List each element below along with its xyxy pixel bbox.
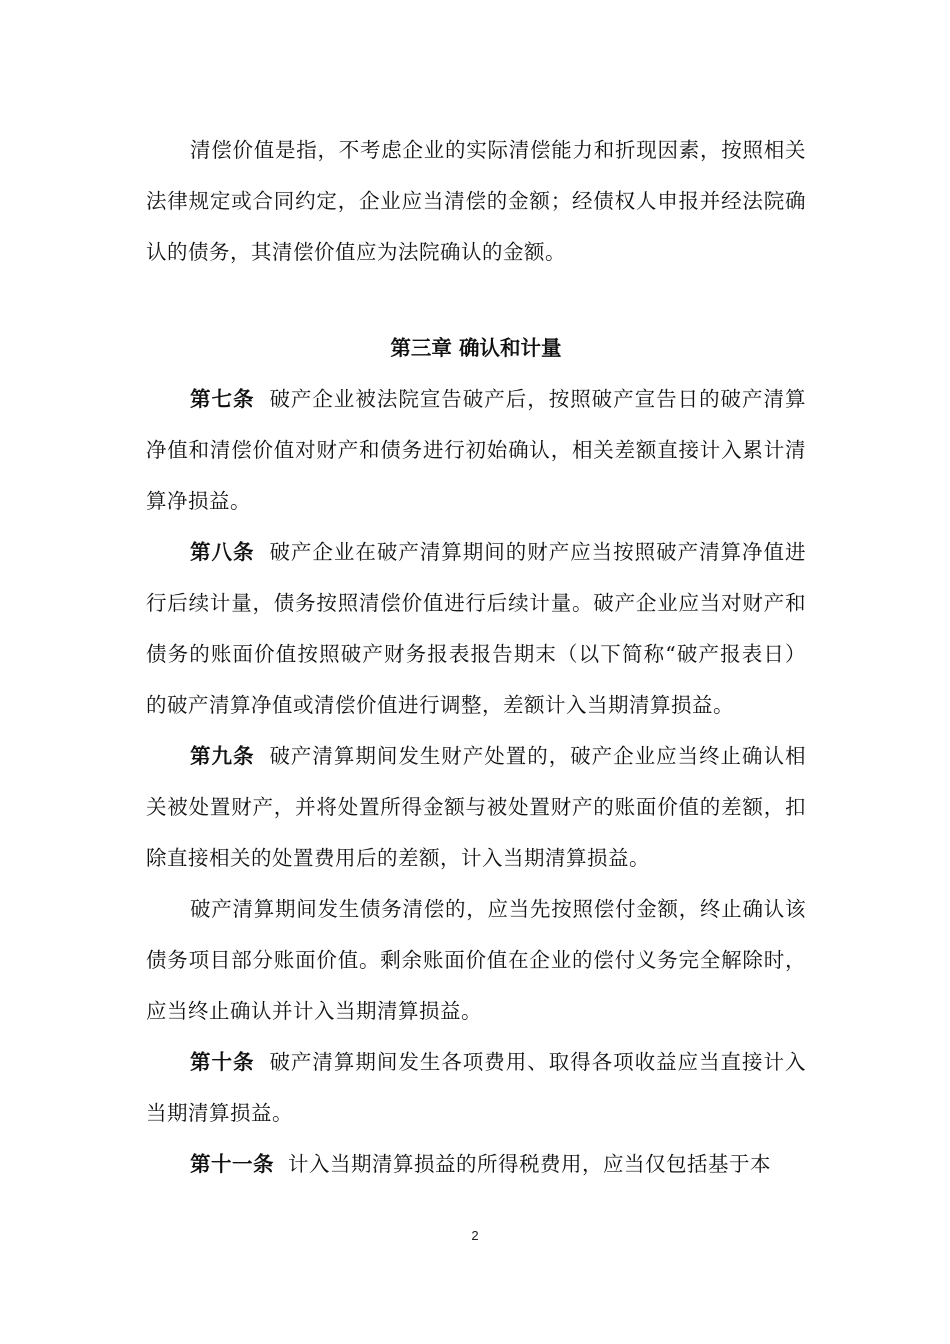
document-page — [146, 125, 806, 1190]
page-number: 2 — [471, 1228, 479, 1243]
article-8-text: 破产企业在破产清算期间的财产应当按照破产清算净值进行后续计量，债务按照清偿价值进行后续计量。破产企业应当对财产和债务的账面价值按照破产财务报表报告期末（以下简称“破产报表日）的破产清算净值或清偿价值进行调整，差额计入当期清算损益。 — [146, 540, 806, 717]
article-9-continuation: 破产清算期间发生债务清偿的，应当先按照偿付金额，终止确认该债务项目部分账面价值。剩余账面价值在企业的偿付义务完全解除时，应当终止确认并计入当期清算损益。 — [146, 897, 806, 1023]
article-9 — [146, 731, 806, 884]
article-9-number: 第九条 — [190, 744, 255, 768]
article-11-text: 计入当期清算损益的所得税费用，应当仅包括基于本 — [288, 1152, 772, 1176]
article-10-number: 第十条 — [190, 1050, 255, 1074]
article-8-number: 第八条 — [190, 540, 255, 564]
article-11 — [146, 1139, 806, 1190]
intro-paragraph: 清偿价值是指，不考虑企业的实际清偿能力和折现因素，按照相关法律规定或合同约定，企业应当清偿的金额；经债权人申报并经法院确认的债务，其清偿价值应为法院确认的金额。 — [146, 138, 806, 264]
article-7-text: 破产企业被法院宣告破产后，按照破产宣告日的破产清算净值和清偿价值对财产和债务进行初始确认，相关差额直接计入累计清算净损益。 — [146, 387, 806, 513]
article-7-number: 第七条 — [190, 387, 255, 411]
article-11-number: 第十一条 — [190, 1152, 274, 1176]
article-10 — [146, 1037, 806, 1139]
article-8 — [146, 527, 806, 731]
article-9-text: 破产清算期间发生财产处置的，破产企业应当终止确认相关被处置财产，并将处置所得金额与被处置财产的账面价值的差额，扣除直接相关的处置费用后的差额，计入当期清算损益。 — [146, 744, 806, 870]
chapter-spacer — [146, 278, 806, 323]
chapter-title: 第三章 确认和计量 — [390, 336, 562, 360]
article-10-text: 破产清算期间发生各项费用、取得各项收益应当直接计入当期清算损益。 — [146, 1050, 806, 1125]
article-7 — [146, 374, 806, 527]
